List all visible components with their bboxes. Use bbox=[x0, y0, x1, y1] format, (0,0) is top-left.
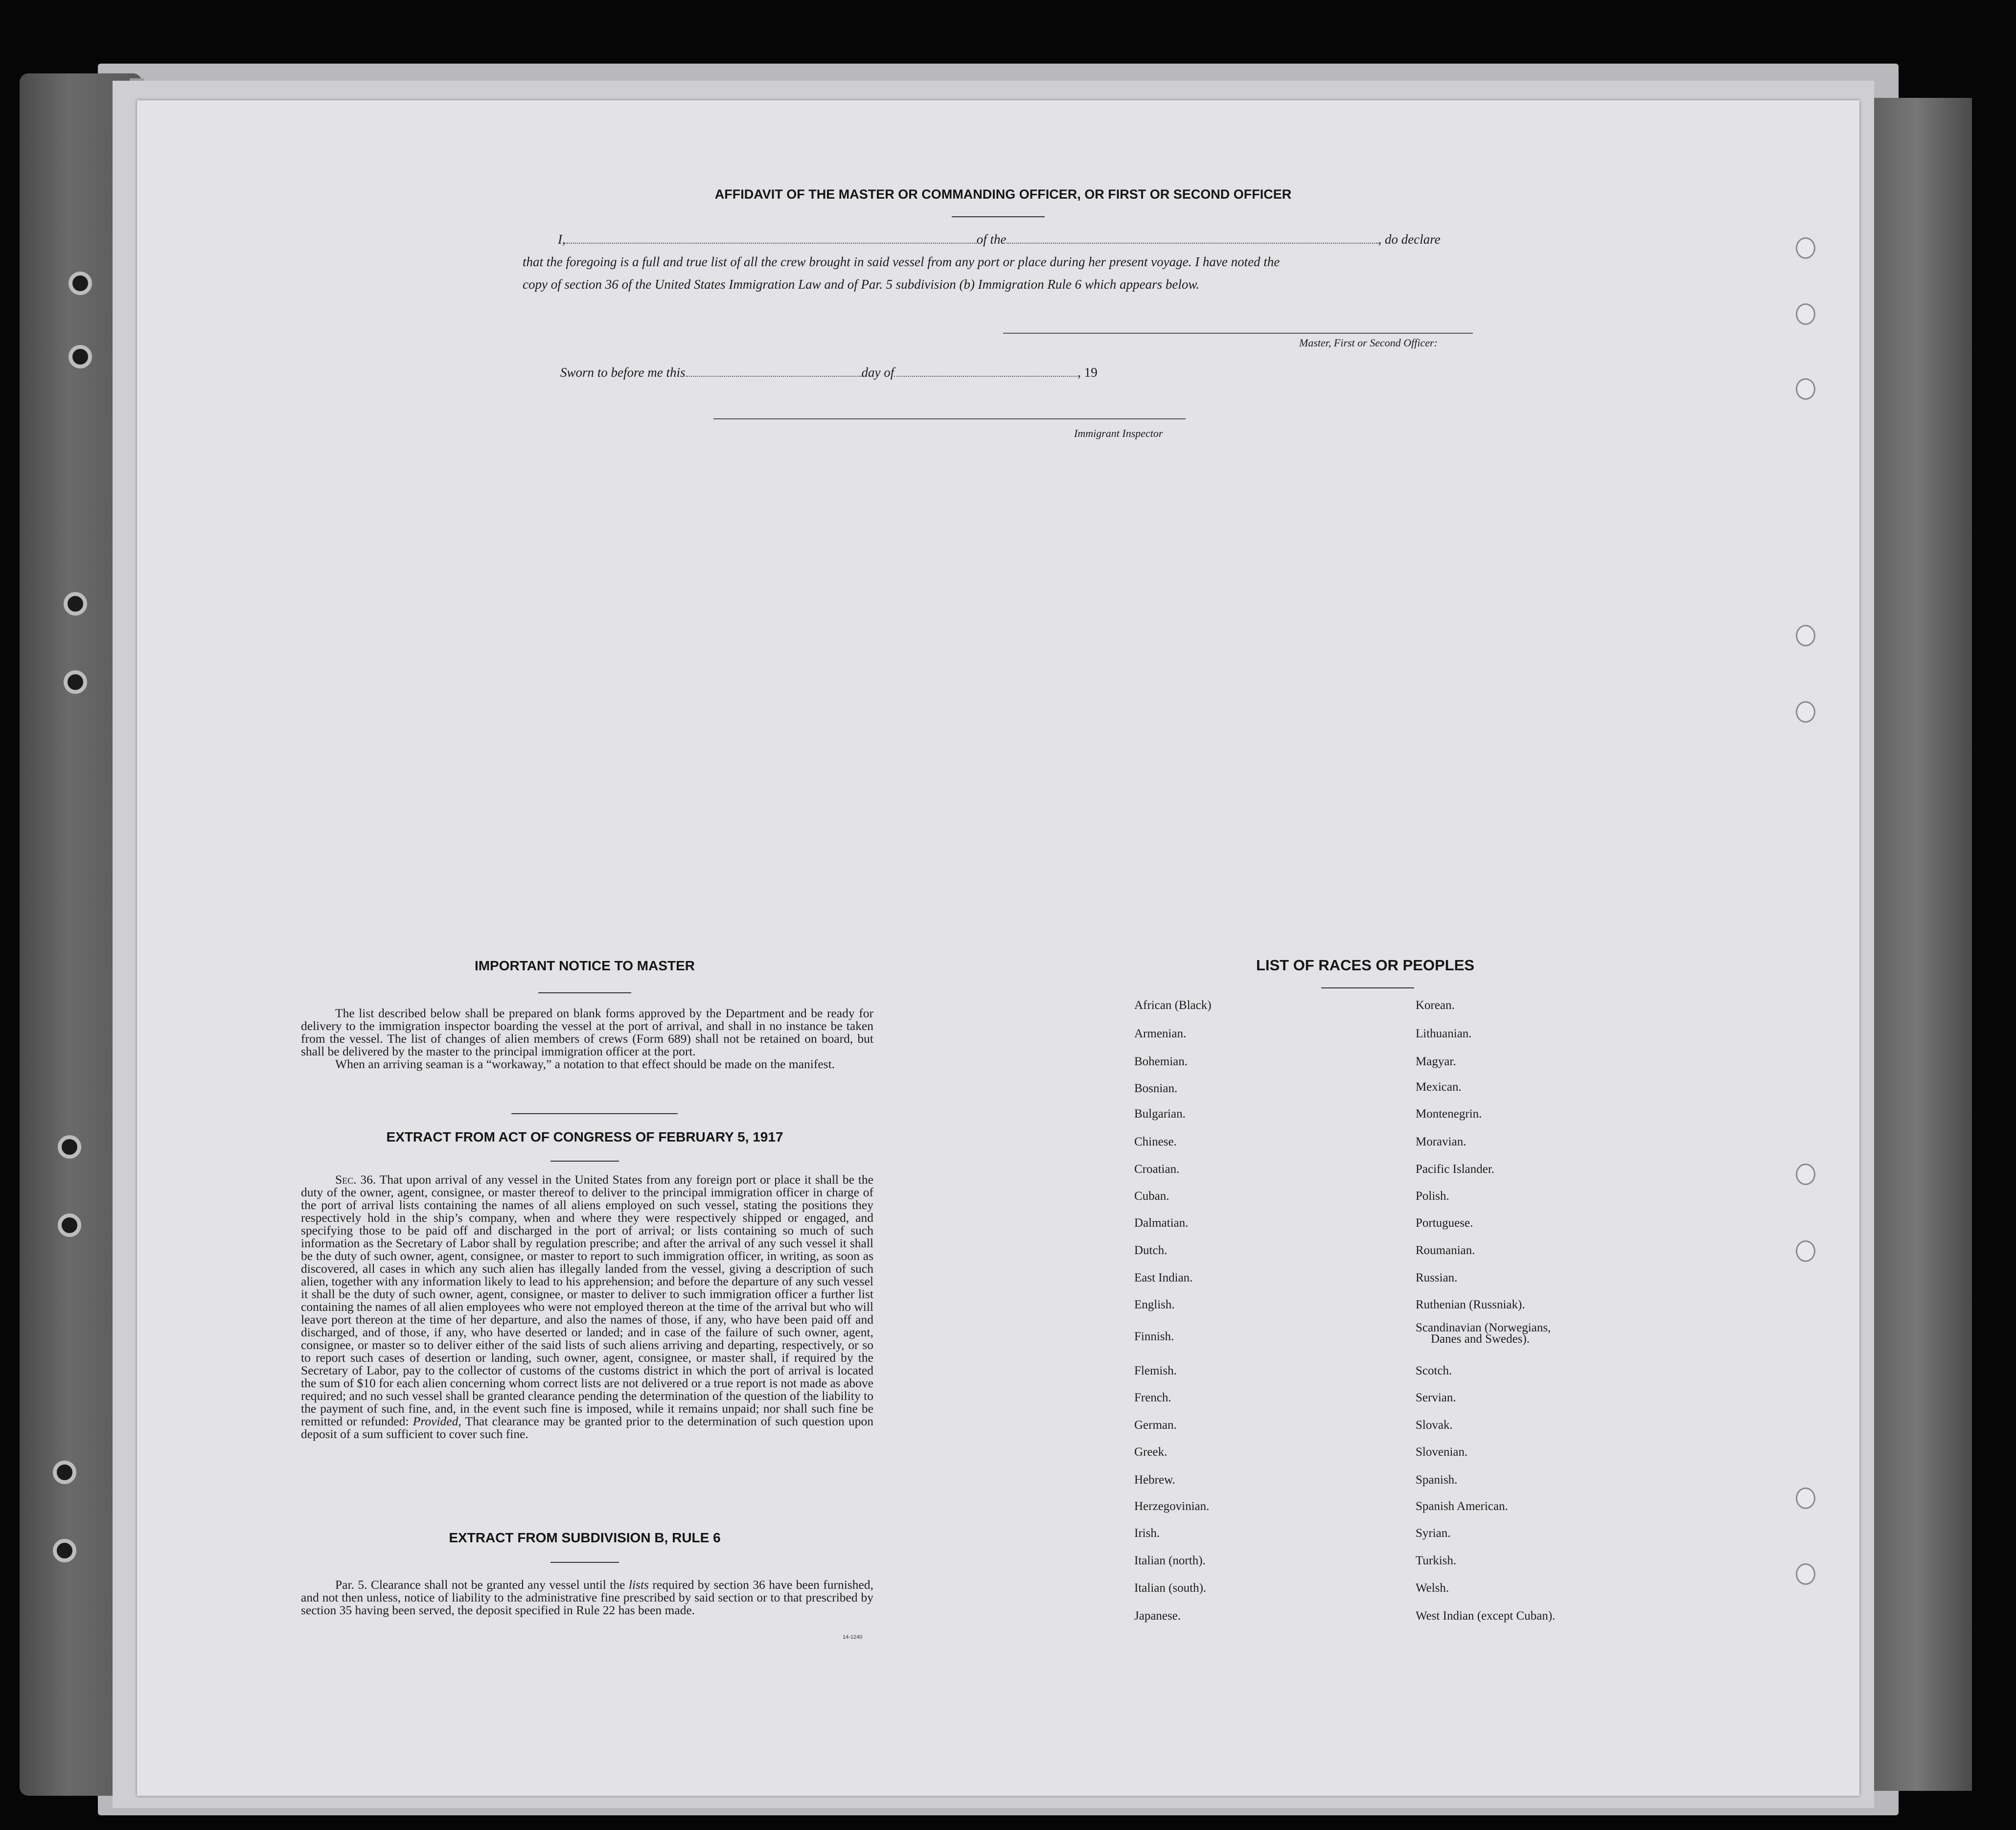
sworn-month-blank bbox=[894, 366, 1077, 377]
rule-extract-text bbox=[301, 1578, 873, 1617]
sworn-year: , 19 bbox=[1077, 365, 1098, 380]
master-signature-line bbox=[1003, 333, 1473, 334]
race-item: English. bbox=[1134, 1298, 1175, 1311]
act-extract-divider bbox=[550, 1161, 619, 1162]
race-item: West Indian (except Cuban). bbox=[1416, 1609, 1556, 1623]
rule-lists-word: lists bbox=[628, 1578, 649, 1592]
punch-hole bbox=[1796, 701, 1815, 723]
notice-paragraph-2: When an arriving seaman is a “workaway,” a notation to that effect should be made on the manifest. bbox=[335, 1057, 835, 1071]
form-number: 14-1240 bbox=[843, 1634, 863, 1640]
notice-text bbox=[301, 1007, 873, 1071]
sworn-line bbox=[560, 361, 1098, 384]
race-item: Herzegovinian. bbox=[1134, 1500, 1210, 1513]
sworn-date-blank bbox=[686, 366, 862, 377]
race-item: Bohemian. bbox=[1134, 1055, 1188, 1068]
race-item: Dalmatian. bbox=[1134, 1216, 1189, 1230]
sworn-prefix: Sworn to before me this bbox=[560, 365, 686, 380]
race-item: Korean. bbox=[1416, 999, 1455, 1012]
race-item: African (Black) bbox=[1134, 999, 1212, 1012]
race-item: Mexican. bbox=[1416, 1080, 1462, 1094]
notice-divider bbox=[538, 992, 631, 993]
punch-hole bbox=[1796, 1164, 1815, 1185]
race-item: Pacific Islander. bbox=[1416, 1163, 1495, 1176]
binder-hole bbox=[58, 1213, 81, 1237]
binder-hole bbox=[64, 670, 87, 694]
race-item: Italian (south). bbox=[1134, 1581, 1207, 1595]
binder-hole bbox=[53, 1461, 76, 1484]
race-item: East Indian. bbox=[1134, 1271, 1193, 1284]
act-extract-text bbox=[301, 1173, 873, 1441]
race-item: Japanese. bbox=[1134, 1609, 1181, 1623]
binder-hole bbox=[53, 1539, 76, 1562]
race-item: Polish. bbox=[1416, 1190, 1449, 1203]
race-item: Scotch. bbox=[1416, 1364, 1452, 1377]
affidavit-line-3: copy of section 36 of the United States Immigration Law and of Par. 5 subdivision (b) Immigration Rule 6 which appears below. bbox=[523, 277, 1200, 292]
rule-text-part-1: Par. 5. Clearance shall not be granted any vessel until the bbox=[335, 1578, 625, 1592]
notice-paragraph-1: The list described below shall be prepared on blank forms approved by the Department and be ready for delivery to the immigration inspector boarding the vessel at the port of arrival, and shall in no instance be taken from the vessel. The list of changes of alien members of crews (Form 689) shall not be retained on board, but shall be delivered by the master to the principal immigration officer at the port. bbox=[301, 1006, 873, 1058]
punch-hole bbox=[1796, 1487, 1815, 1509]
race-item: Italian (north). bbox=[1134, 1554, 1206, 1567]
race-item: Croatian. bbox=[1134, 1163, 1180, 1176]
race-item: Magyar. bbox=[1416, 1055, 1456, 1068]
race-item: Irish. bbox=[1134, 1527, 1160, 1540]
race-item: Scandinavian (Norwegians, bbox=[1416, 1321, 1551, 1334]
affidavit-of-the: of the bbox=[976, 232, 1007, 247]
binder-hole bbox=[58, 1135, 81, 1159]
race-item: Cuban. bbox=[1134, 1190, 1169, 1203]
affidavit-line-2: that the foregoing is a full and true list of all the crew brought in said vessel from any port or place during her present voyage. I have noted the bbox=[523, 254, 1280, 269]
race-item: Dutch. bbox=[1134, 1244, 1168, 1257]
race-item: Russian. bbox=[1416, 1271, 1458, 1284]
master-signature-label: Master, First or Second Officer: bbox=[1299, 337, 1438, 349]
act-extract-title: EXTRACT FROM ACT OF CONGRESS OF FEBRUARY 5, 1917 bbox=[386, 1129, 783, 1144]
affidavit-i: I, bbox=[558, 232, 566, 247]
rule-extract-title: EXTRACT FROM SUBDIVISION B, RULE 6 bbox=[449, 1530, 721, 1545]
race-item: Slovak. bbox=[1416, 1418, 1453, 1432]
affidavit-declare: , do declare bbox=[1378, 232, 1441, 247]
race-item: Ruthenian (Russniak). bbox=[1416, 1298, 1525, 1311]
inspector-signature-line bbox=[713, 418, 1186, 419]
race-item: Moravian. bbox=[1416, 1135, 1466, 1148]
punch-hole bbox=[1796, 625, 1815, 646]
punch-hole bbox=[1796, 1240, 1815, 1262]
races-title: LIST OF RACES OR PEOPLES bbox=[1256, 957, 1475, 974]
rule-extract-divider bbox=[550, 1562, 619, 1563]
affidavit-line-1 bbox=[558, 228, 1441, 251]
punch-hole bbox=[1796, 1563, 1815, 1585]
act-text-part-1: That upon arrival of any vessel in the United States from any foreign port or place it shall be the duty of the owner, agent, consignee, or master thereof to deliver to the principal immigration officer in charge of the port of arrival lists containing the names of all aliens employed on such vessel, stating the positions they respectively hold in the ship’s company, when and where they were respectively shipped or engaged, and specifying those to be paid off and discharged in the port of arrival; or lists containing so much of such information as the Secretary of Labor shall by regulation prescribe; and after the arrival of any such vessel it shall be the duty of such owner, agent, consignee, or master to report to such immigration officer, in writing, as soon as discovered, all cases in which any such alien has illegally landed from the vessel, giving a description of such alien, together with any information likely to lead to his apprehension; and before the departure of any such vessel it shall be the duty of such owner, agent, consignee, or master to deliver to such immigration officer a further list containing the names of all alien employees who were not employed thereon at the time of the arrival but who will leave port thereon at the time of her departure, and also the names of those, if any, who have been paid off and discharged, and of those, if any, who have deserted or landed; and in case of the failure of such owner, agent, consignee, or master so to deliver either of the said lists of such aliens arriving and departing, respectively, or so to report such cases of desertion or landing, such owner, agent, consignee, or master shall, if required by the Secretary of Labor, pay to the collector of customs of the customs district in which the port of arrival is located the sum of $10 for each alien concerning whom correct lists are not delivered or a true report is not made as above required; and no such vessel shall be granted clearance pending the determination of the question of the liability to the payment of such fine, and, in the event such fine is imposed, while it remains unpaid; nor shall such fine be remitted or refunded: bbox=[301, 1172, 873, 1428]
race-item: French. bbox=[1134, 1391, 1171, 1404]
act-provided: Provided, bbox=[412, 1414, 461, 1428]
punch-hole bbox=[1796, 303, 1815, 325]
race-item: Bosnian. bbox=[1134, 1082, 1178, 1095]
race-item: Spanish. bbox=[1416, 1473, 1458, 1487]
name-blank bbox=[566, 233, 977, 244]
inspector-label: Immigrant Inspector bbox=[1074, 427, 1163, 439]
race-item: Spanish American. bbox=[1416, 1500, 1508, 1513]
race-item: Greek. bbox=[1134, 1445, 1168, 1459]
background-sheet-edge bbox=[1859, 98, 1972, 1791]
race-item: Slovenian. bbox=[1416, 1445, 1468, 1459]
race-item: German. bbox=[1134, 1418, 1177, 1432]
race-item: Turkish. bbox=[1416, 1554, 1457, 1567]
race-item: Syrian. bbox=[1416, 1527, 1451, 1540]
race-item: Servian. bbox=[1416, 1391, 1456, 1404]
vessel-blank bbox=[1007, 233, 1378, 244]
race-item: Welsh. bbox=[1416, 1581, 1449, 1595]
race-item: Chinese. bbox=[1134, 1135, 1177, 1148]
race-item: Danes and Swedes). bbox=[1431, 1332, 1530, 1346]
binder-hole bbox=[69, 345, 92, 368]
race-item: Lithuanian. bbox=[1416, 1027, 1472, 1040]
notice-title: IMPORTANT NOTICE TO MASTER bbox=[474, 958, 695, 973]
sworn-day-of: day of bbox=[861, 365, 894, 380]
act-section-label: Sec. 36. bbox=[335, 1172, 376, 1187]
affidavit-title: AFFIDAVIT OF THE MASTER OR COMMANDING OFFICER, OR FIRST OR SECOND OFFICER bbox=[714, 187, 1292, 202]
race-item: Roumanian. bbox=[1416, 1244, 1475, 1257]
race-item: Flemish. bbox=[1134, 1364, 1177, 1377]
title-divider bbox=[952, 216, 1045, 217]
race-item: Portuguese. bbox=[1416, 1216, 1473, 1230]
binder-hole bbox=[64, 592, 87, 616]
binder-hole bbox=[69, 272, 92, 295]
race-item: Armenian. bbox=[1134, 1027, 1187, 1040]
race-item: Bulgarian. bbox=[1134, 1107, 1186, 1121]
act-text-part-2: That clearance may be granted prior to the determination of such question upon deposit of a sum sufficient to cover such fine. bbox=[301, 1414, 874, 1441]
punch-hole bbox=[1796, 237, 1815, 259]
notice-end-divider bbox=[511, 1113, 678, 1114]
punch-hole bbox=[1796, 378, 1815, 400]
race-item: Montenegrin. bbox=[1416, 1107, 1482, 1121]
race-item: Finnish. bbox=[1134, 1330, 1174, 1343]
races-divider bbox=[1321, 987, 1414, 988]
race-item: Hebrew. bbox=[1134, 1473, 1175, 1487]
rule-text-part-2: required by section 36 have been furnished, and not then unless, notice of liability to the administrative fine prescribed by said section or to that prescribed by section 35 having been served, the deposit specified in Rule 22 has been made. bbox=[301, 1578, 873, 1617]
